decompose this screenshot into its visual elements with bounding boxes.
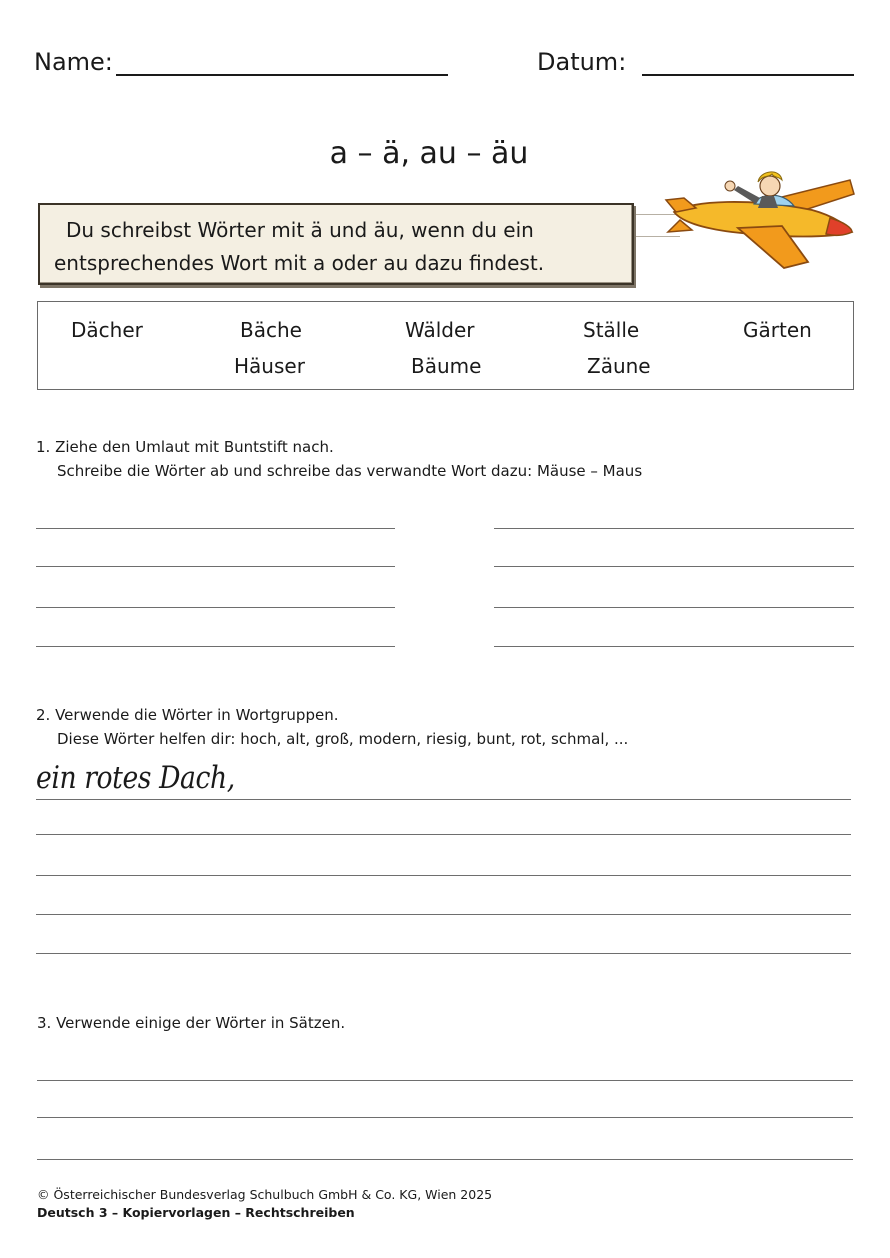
- page-title: a – ä, au – äu: [329, 136, 529, 171]
- date-write-line[interactable]: [642, 74, 854, 76]
- write-line[interactable]: [36, 646, 395, 647]
- task-1-heading: 1. Ziehe den Umlaut mit Buntstift nach.: [36, 438, 334, 456]
- write-line[interactable]: [37, 1117, 853, 1118]
- name-write-line[interactable]: [116, 74, 448, 76]
- write-line[interactable]: [37, 1159, 853, 1160]
- word-item: Gärten: [743, 318, 812, 342]
- handwritten-example: ein rotes Dach,: [36, 760, 235, 796]
- footer-series: Deutsch 3 – Kopiervorlagen – Rechtschreiben: [37, 1205, 355, 1220]
- write-line[interactable]: [494, 607, 854, 608]
- airplane-pilot-icon: [662, 160, 858, 276]
- write-line[interactable]: [36, 528, 395, 529]
- write-line[interactable]: [36, 834, 851, 835]
- word-item: Zäune: [587, 354, 651, 378]
- info-line-1: Du schreibst Wörter mit ä und äu, wenn du ein: [66, 218, 534, 242]
- word-item: Dächer: [71, 318, 143, 342]
- task-1-instruction: Schreibe die Wörter ab und schreibe das verwandte Wort dazu: Mäuse – Maus: [57, 462, 643, 480]
- write-line[interactable]: [494, 528, 854, 529]
- task-3-heading: 3. Verwende einige der Wörter in Sätzen.: [37, 1014, 346, 1032]
- task-2-instruction: Diese Wörter helfen dir: hoch, alt, groß, modern, riesig, bunt, rot, schmal, ...: [57, 730, 629, 748]
- word-item: Bäume: [411, 354, 482, 378]
- write-line[interactable]: [37, 1080, 853, 1081]
- word-item: Wälder: [405, 318, 475, 342]
- footer-copyright: © Österreichischer Bundesverlag Schulbuch GmbH & Co. KG, Wien 2025: [37, 1187, 493, 1202]
- write-line[interactable]: [494, 646, 854, 647]
- task-2-heading: 2. Verwende die Wörter in Wortgruppen.: [36, 706, 339, 724]
- write-line[interactable]: [494, 566, 854, 567]
- word-item: Häuser: [234, 354, 305, 378]
- word-item: Ställe: [583, 318, 640, 342]
- write-line[interactable]: [36, 607, 395, 608]
- write-line[interactable]: [36, 799, 851, 800]
- word-item: Bäche: [240, 318, 302, 342]
- write-line[interactable]: [36, 953, 851, 954]
- name-label: Name:: [34, 48, 113, 76]
- write-line[interactable]: [36, 566, 395, 567]
- write-line[interactable]: [36, 914, 851, 915]
- write-line[interactable]: [36, 875, 851, 876]
- date-label: Datum:: [537, 48, 627, 76]
- info-line-2: entsprechendes Wort mit a oder au dazu findest.: [54, 251, 545, 275]
